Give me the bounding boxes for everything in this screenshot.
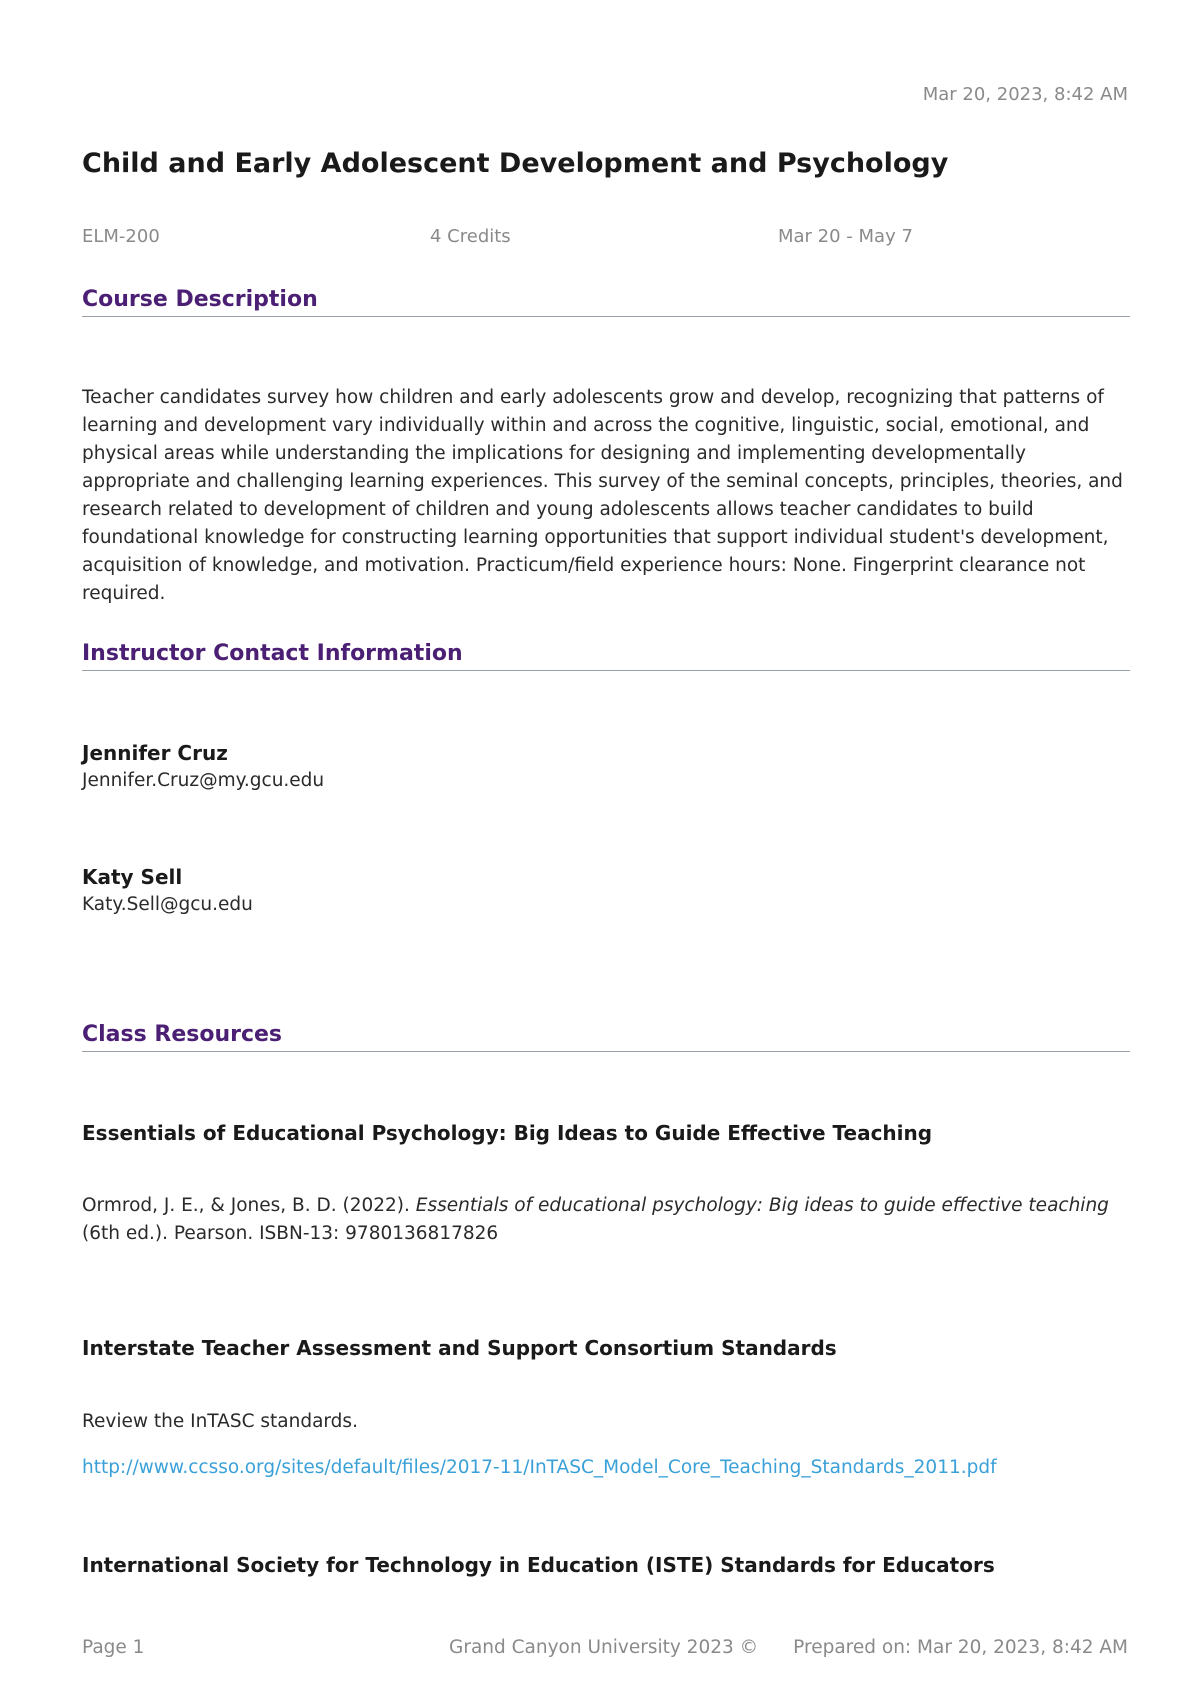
page-number: Page 1 [82,1637,145,1658]
instructor-email[interactable]: Katy.Sell@gcu.edu [82,894,253,915]
section-heading-description [82,287,1130,317]
course-title: Child and Early Adolescent Development and Psychology [82,148,949,179]
footer-prepared-on: Prepared on: Mar 20, 2023, 8:42 AM [793,1637,1128,1658]
section-heading-instructors [82,641,1130,671]
print-timestamp: Mar 20, 2023, 8:42 AM [922,84,1128,105]
citation-authors: Ormrod, J. E., & Jones, B. D. (2022). [82,1195,416,1216]
footer-copyright: Grand Canyon University 2023 © [449,1637,759,1658]
resource-note: Review the InTASC standards. [82,1411,358,1432]
citation-publisher: (6th ed.). Pearson. ISBN-13: 9780136817826 [82,1223,499,1244]
instructor-email[interactable]: Jennifer.Cruz@my.gcu.edu [82,770,325,791]
resource-title: Interstate Teacher Assessment and Support Consortium Standards [82,1336,837,1360]
instructor-name: Jennifer Cruz [82,741,228,765]
section-heading-text: Instructor Contact Information [82,641,463,666]
course-code: ELM-200 [82,226,160,247]
intasc-standards-link[interactable]: http://www.ccsso.org/sites/default/files/2017-11/InTASC_Model_Core_Teaching_Standards_2011.pdf [82,1457,997,1478]
section-heading-text: Class Resources [82,1022,283,1047]
resource-citation [82,1192,1122,1248]
course-description-text: Teacher candidates survey how children and early adolescents grow and develop, recognizing that patterns of learning and development vary individually within and across the cognitive, linguistic, social, emotional, and physical areas while understanding the implications for designing and implementing developmentally appropriate and challenging learning experiences. This survey of the seminal concepts, principles, theories, and research related to development of children and young adolescents allows teacher candidates to build foundational knowledge for constructing learning opportunities that support individual student's development, acquisition of knowledge, and motivation. Practicum/field experience hours: None. Fingerprint clearance not required. [82,387,1123,604]
instructor-name: Katy Sell [82,865,183,889]
course-dates: Mar 20 - May 7 [778,226,913,247]
resource-title: Essentials of Educational Psychology: Big Ideas to Guide Effective Teaching [82,1121,933,1145]
course-credits: 4 Credits [430,226,511,247]
citation-book-title: Essentials of educational psychology: Big ideas to guide effective teaching [415,1195,1109,1216]
section-heading-resources [82,1022,1130,1052]
section-heading-text: Course Description [82,287,318,312]
resource-title: International Society for Technology in Education (ISTE) Standards for Educators [82,1553,995,1577]
